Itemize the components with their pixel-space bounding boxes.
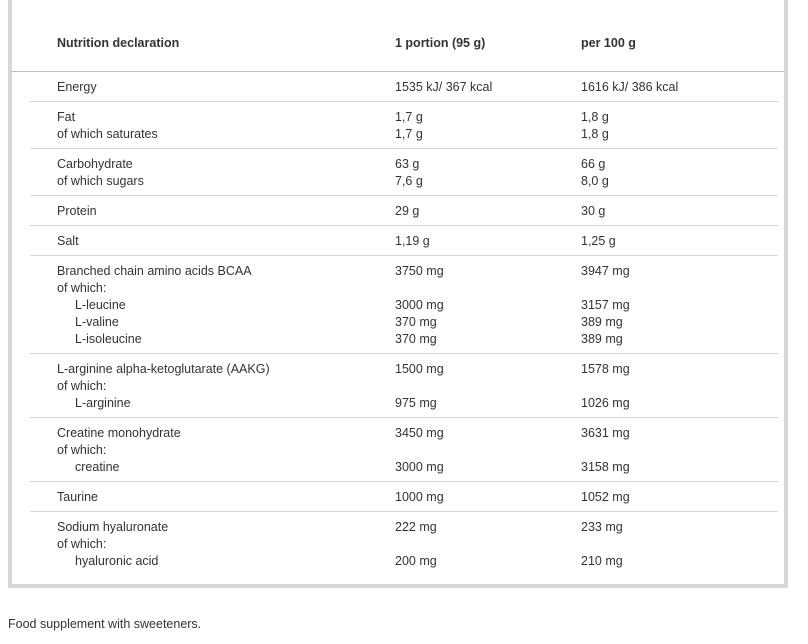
table-row xyxy=(30,196,778,226)
row-portion-value: 1,19 g xyxy=(395,234,430,248)
table-row xyxy=(30,102,778,149)
row-label: Carbohydrate xyxy=(57,157,133,171)
row-label: of which: xyxy=(57,379,107,393)
row-portion-value: 63 g xyxy=(395,157,420,171)
table-body xyxy=(30,72,778,576)
row-label: Salt xyxy=(57,234,79,248)
row-per-100g-value: 210 mg xyxy=(581,554,623,568)
row-per-100g-value: 3631 mg xyxy=(581,426,630,440)
row-label: of which: xyxy=(57,537,107,551)
row-per-100g-value: 1,25 g xyxy=(581,234,616,248)
row-label: Protein xyxy=(57,204,97,218)
row-per-100g-value: 3947 mg xyxy=(581,264,630,278)
row-portion-value: 1535 kJ/ 367 kcal xyxy=(395,80,493,94)
row-per-100g-value: 389 mg xyxy=(581,332,623,346)
row-label: L-leucine xyxy=(75,298,126,312)
row-label: of which: xyxy=(57,281,107,295)
row-portion-value: 1500 mg xyxy=(395,362,444,376)
row-portion-value: 370 mg xyxy=(395,332,437,346)
row-portion-value: 3000 mg xyxy=(395,298,444,312)
row-per-100g-value: 1052 mg xyxy=(581,490,630,504)
table-row xyxy=(30,149,778,196)
row-portion-value: 222 mg xyxy=(395,520,437,534)
row-per-100g-value: 8,0 g xyxy=(581,174,609,188)
row-label: L-valine xyxy=(75,315,119,329)
row-portion-value: 1000 mg xyxy=(395,490,444,504)
row-portion-value: 3450 mg xyxy=(395,426,444,440)
row-label: creatine xyxy=(75,460,120,474)
table-row xyxy=(30,226,778,256)
row-portion-value: 3000 mg xyxy=(395,460,444,474)
row-label: Branched chain amino acids BCAA xyxy=(57,264,252,278)
row-per-100g-value: 1,8 g xyxy=(581,127,609,141)
table-row xyxy=(30,482,778,512)
table-row xyxy=(30,72,778,102)
table-row xyxy=(30,256,778,354)
row-label: hyaluronic acid xyxy=(75,554,159,568)
nutrition-table-frame xyxy=(8,0,788,588)
row-label: Creatine monohydrate xyxy=(57,426,181,440)
row-per-100g-value: 233 mg xyxy=(581,520,623,534)
row-portion-value: 1,7 g xyxy=(395,110,423,124)
row-label: L-arginine xyxy=(75,396,131,410)
header-per-100g: per 100 g xyxy=(581,36,636,50)
table-row xyxy=(30,354,778,418)
row-portion-value: 3750 mg xyxy=(395,264,444,278)
row-per-100g-value: 1,8 g xyxy=(581,110,609,124)
row-label: Taurine xyxy=(57,490,98,504)
row-portion-value: 370 mg xyxy=(395,315,437,329)
row-per-100g-value: 1026 mg xyxy=(581,396,630,410)
row-per-100g-value: 66 g xyxy=(581,157,606,171)
header-portion: 1 portion (95 g) xyxy=(395,36,486,50)
row-per-100g-value: 1616 kJ/ 386 kcal xyxy=(581,80,679,94)
row-label: Energy xyxy=(57,80,97,94)
row-label: L-arginine alpha-ketoglutarate (AAKG) xyxy=(57,362,270,376)
row-per-100g-value: 30 g xyxy=(581,204,606,218)
row-portion-value: 975 mg xyxy=(395,396,437,410)
row-portion-value: 7,6 g xyxy=(395,174,423,188)
row-per-100g-value: 1578 mg xyxy=(581,362,630,376)
row-portion-value: 29 g xyxy=(395,204,420,218)
row-label: Sodium hyaluronate xyxy=(57,520,169,534)
table-header xyxy=(12,0,784,72)
row-label: L-isoleucine xyxy=(75,332,142,346)
table-row xyxy=(30,418,778,482)
row-label: of which saturates xyxy=(57,127,158,141)
table-row xyxy=(30,512,778,576)
row-label: of which: xyxy=(57,443,107,457)
row-portion-value: 1,7 g xyxy=(395,127,423,141)
header-nutrition-declaration: Nutrition declaration xyxy=(57,36,180,50)
row-label: Fat xyxy=(57,110,76,124)
row-per-100g-value: 3157 mg xyxy=(581,298,630,312)
footnote: Food supplement with sweeteners. xyxy=(8,617,202,631)
row-per-100g-value: 389 mg xyxy=(581,315,623,329)
row-portion-value: 200 mg xyxy=(395,554,437,568)
row-per-100g-value: 3158 mg xyxy=(581,460,630,474)
row-label: of which sugars xyxy=(57,174,144,188)
